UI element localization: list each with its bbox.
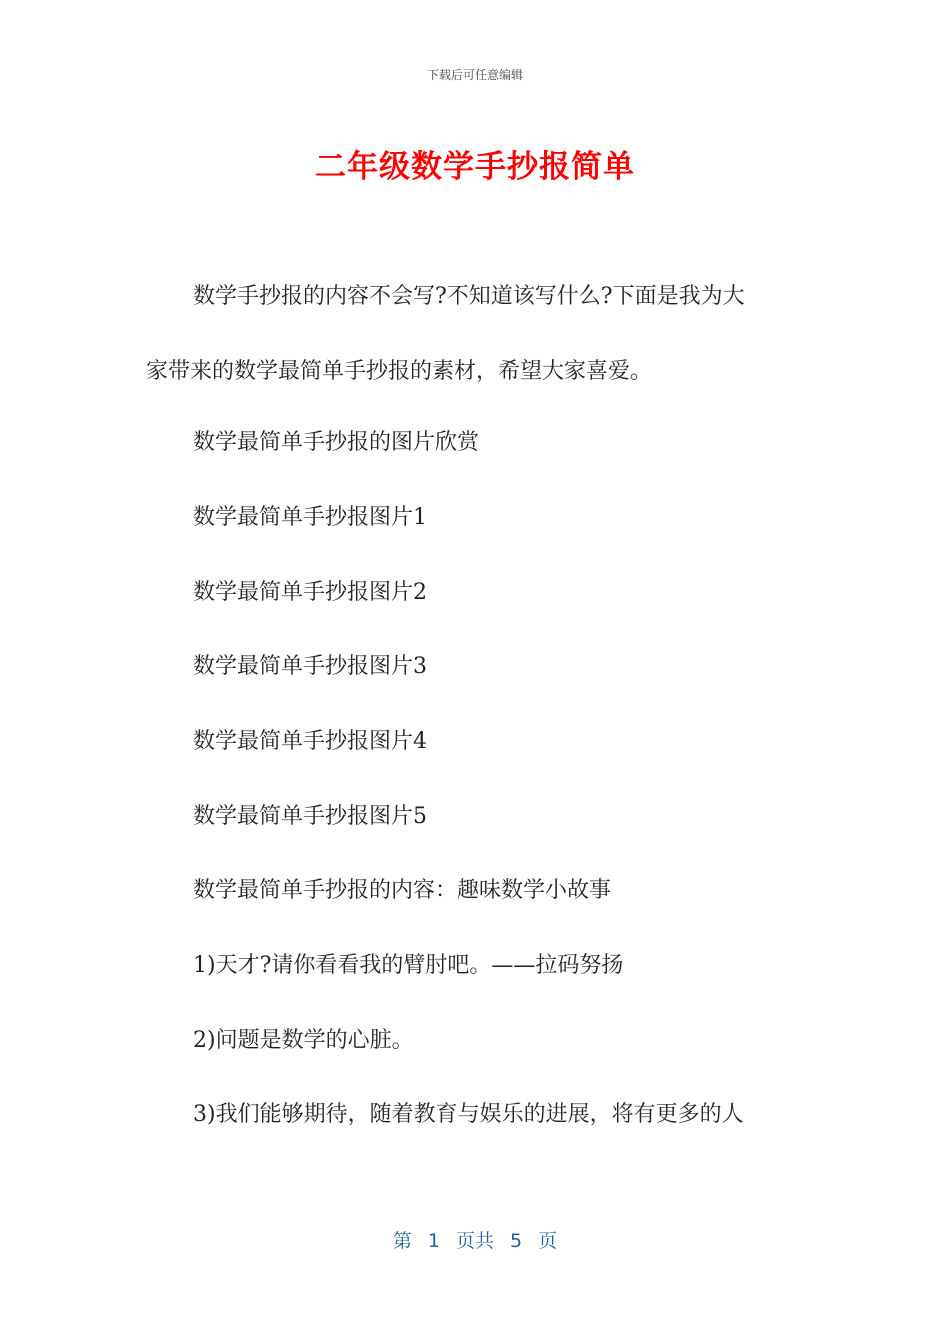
- footer-prefix: 第: [392, 1230, 412, 1252]
- footer-total-pages: 5: [510, 1230, 523, 1252]
- image-caption-5: 数学最简单手抄报图片5: [193, 804, 427, 829]
- intro-line-2: 家带来的数学最简单手抄报的素材，希望大家喜爱。: [146, 359, 653, 384]
- quote-1: 1)天才?请你看看我的臂肘吧。——拉码努扬: [193, 953, 624, 978]
- page-footer: [0, 1226, 950, 1253]
- image-caption-4: 数学最简单手抄报图片4: [193, 729, 427, 754]
- content-heading: 数学最简单手抄报的内容：趣味数学小故事: [193, 878, 612, 903]
- image-caption-1: 数学最简单手抄报图片1: [193, 505, 427, 530]
- document-title: 二年级数学手抄报简单: [315, 149, 635, 185]
- header-note: 下载后可任意编辑: [426, 68, 523, 82]
- image-caption-2: 数学最简单手抄报图片2: [193, 580, 427, 605]
- quote-2: 2)问题是数学的心脏。: [193, 1028, 414, 1053]
- footer-suffix: 页: [538, 1230, 558, 1252]
- footer-middle: 页共: [455, 1230, 494, 1252]
- intro-line-1: 数学手抄报的内容不会写?不知道该写什么?下面是我为大: [193, 284, 745, 309]
- image-caption-3: 数学最简单手抄报图片3: [193, 654, 427, 679]
- footer-page-number: 1: [427, 1230, 440, 1252]
- quote-3: 3)我们能够期待，随着教育与娱乐的进展，将有更多的人: [193, 1102, 744, 1127]
- gallery-heading: 数学最简单手抄报的图片欣赏: [193, 430, 480, 455]
